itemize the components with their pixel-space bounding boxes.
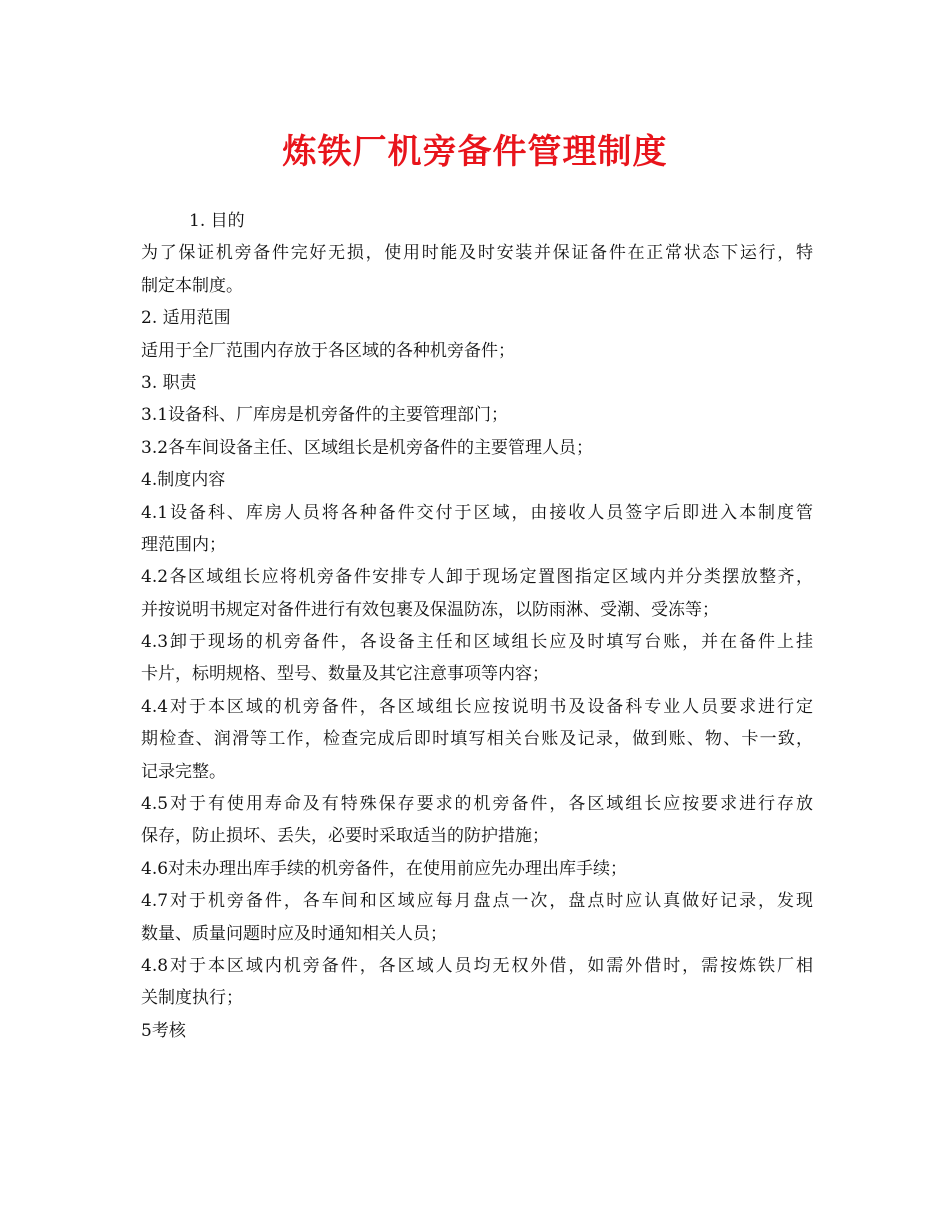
paragraph-line: 4.3卸于现场的机旁备件，各设备主任和区域组长应及时填写台账，并在备件上挂 (141, 632, 813, 653)
paragraph-line: 制定本制度。 (141, 275, 243, 296)
paragraph-line: 4.2各区域组长应将机旁备件安排专人卸于现场定置图指定区域内并分类摆放整齐， (141, 567, 813, 588)
paragraph-line: 理范围内； (141, 534, 226, 555)
paragraph-line: 4.6对未办理出库手续的机旁备件，在使用前应先办理出库手续； (141, 858, 628, 879)
paragraph-line: 为了保证机旁备件完好无损，使用时能及时安装并保证备件在正常状态下运行，特 (141, 243, 813, 264)
paragraph-line: 记录完整。 (141, 761, 226, 782)
section-heading: 4.制度内容 (141, 470, 226, 491)
section-heading: 5考核 (141, 1020, 186, 1041)
paragraph-line: 4.8对于本区域内机旁备件，各区域人员均无权外借，如需外借时，需按炼铁厂相 (141, 955, 813, 976)
paragraph-line: 3.1设备科、厂库房是机旁备件的主要管理部门； (141, 405, 509, 426)
paragraph-line: 期检查、润滑等工作，检查完成后即时填写相关台账及记录，做到账、物、卡一致， (141, 729, 813, 750)
paragraph-line: 关制度执行； (141, 988, 243, 1009)
paragraph-line: 4.5对于有使用寿命及有特殊保存要求的机旁备件，各区域组长应按要求进行存放 (141, 794, 813, 815)
paragraph-line: 4.4对于本区域的机旁备件，各区域组长应按说明书及设备科专业人员要求进行定 (141, 696, 813, 717)
paragraph-line: 4.7对于机旁备件，各车间和区域应每月盘点一次，盘点时应认真做好记录，发现 (141, 891, 813, 912)
paragraph-line: 4.1设备科、库房人员将各种备件交付于区域，由接收人员签字后即进入本制度管 (141, 502, 813, 523)
paragraph-line: 并按说明书规定对备件进行有效包裹及保温防冻，以防雨淋、受潮、受冻等； (141, 599, 719, 620)
section-heading: 1. 目的 (189, 211, 245, 231)
paragraph-line: 适用于全厂范围内存放于各区域的各种机旁备件； (141, 340, 515, 361)
section-heading: 2. 适用范围 (141, 308, 231, 329)
paragraph-line: 保存，防止损坏、丢失，必要时采取适当的防护措施； (141, 826, 549, 847)
paragraph-line: 卡片，标明规格、型号、数量及其它注意事项等内容； (141, 664, 549, 685)
document-title: 炼铁厂机旁备件管理制度 (282, 132, 668, 172)
document-body (141, 205, 813, 1047)
section-heading: 3. 职责 (141, 372, 197, 393)
paragraph-line: 数量、质量问题时应及时通知相关人员； (141, 923, 447, 944)
paragraph-line: 3.2各车间设备主任、区域组长是机旁备件的主要管理人员； (141, 437, 594, 458)
